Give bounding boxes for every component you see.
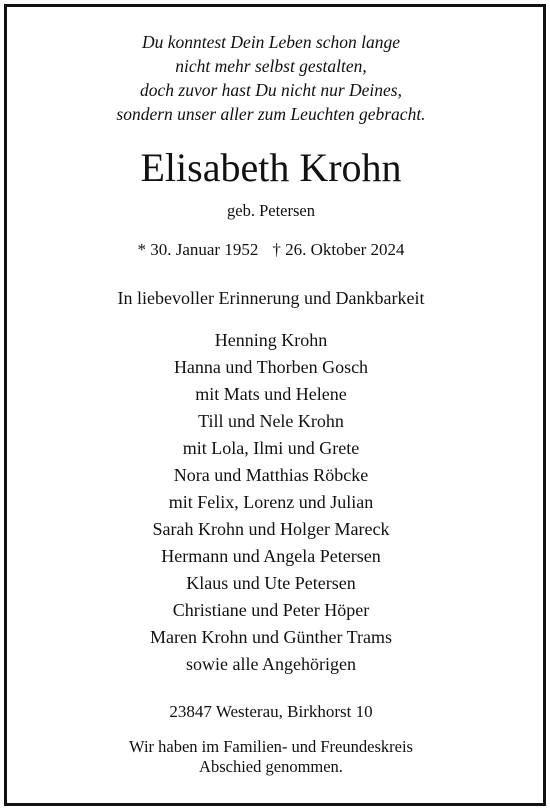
poem-line: nicht mehr selbst gestalten, xyxy=(175,56,367,76)
mourner-entry: sowie alle Angehörigen xyxy=(186,654,356,674)
mourner-entry: Sarah Krohn und Holger Mareck xyxy=(152,519,390,539)
poem-line: sondern unser aller zum Leuchten gebracht. xyxy=(116,104,426,124)
mourner-entry: Till und Nele Krohn xyxy=(198,411,344,431)
mourner-entry: Maren Krohn und Günther Trams xyxy=(150,627,392,647)
mourner-entry: Christiane und Peter Höper xyxy=(172,600,370,620)
closing-note xyxy=(0,737,542,777)
mourner-entry: Henning Krohn xyxy=(214,330,328,350)
mourner-entry: Nora und Matthias Röbcke xyxy=(173,465,369,485)
memory-line: In liebevoller Erinnerung und Dankbarkeit xyxy=(117,288,425,308)
mourner-entry: mit Lola, Ilmi und Grete xyxy=(182,438,360,458)
death-date: † 26. Oktober 2024 xyxy=(272,240,405,259)
mourner-entry: Klaus und Ute Petersen xyxy=(186,573,356,593)
deceased-name: Elisabeth Krohn xyxy=(140,145,402,190)
mourners-list xyxy=(0,327,542,678)
birth-name: geb. Petersen xyxy=(227,201,315,220)
birth-date: * 30. Januar 1952 xyxy=(137,240,259,259)
poem-line: Du konntest Dein Leben schon lange xyxy=(141,32,401,52)
poem-line: doch zuvor hast Du nicht nur Deines, xyxy=(140,80,402,100)
closing-line: Wir haben im Familien- und Freundeskreis xyxy=(129,737,413,756)
mourner-entry: mit Mats und Helene xyxy=(195,384,347,404)
family-address: 23847 Westerau, Birkhorst 10 xyxy=(169,702,373,721)
closing-line: Abschied genommen. xyxy=(199,757,343,776)
memorial-poem xyxy=(0,30,542,126)
life-dates xyxy=(0,238,542,262)
mourner-entry: Hanna und Thorben Gosch xyxy=(173,357,369,377)
mourner-entry: mit Felix, Lorenz und Julian xyxy=(168,492,374,512)
mourner-entry: Hermann und Angela Petersen xyxy=(161,546,381,566)
